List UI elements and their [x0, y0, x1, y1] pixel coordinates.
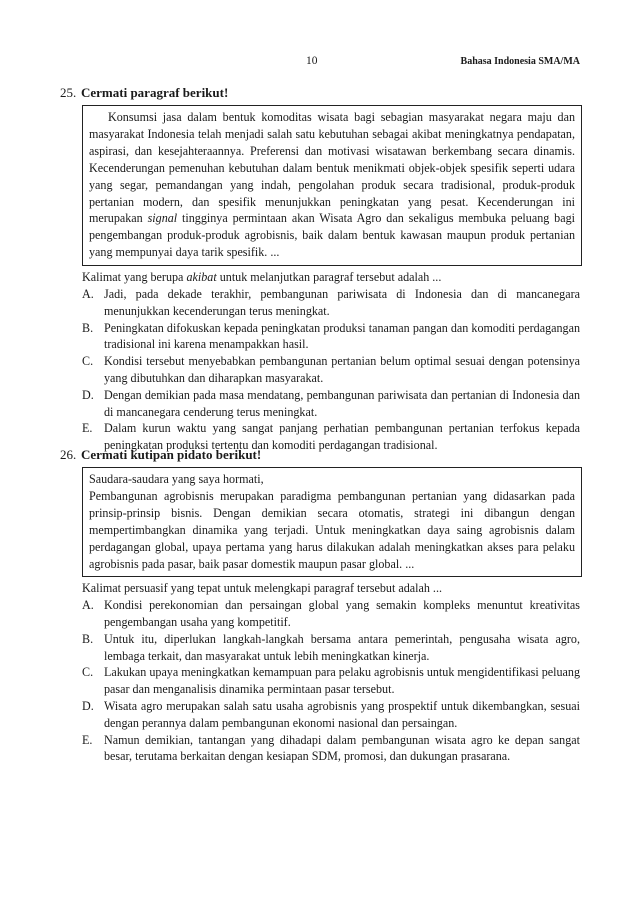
- question-prompt: Kalimat persuasif yang tepat untuk melengkapi paragraf tersebut adalah ...: [82, 581, 442, 596]
- options-list: [82, 286, 580, 454]
- prompt-before: Kalimat yang berupa: [82, 270, 184, 285]
- option-letter: C.: [82, 354, 94, 369]
- option-text: Dalam kurun waktu yang sangat panjang perhatian pembangunan pertanian terfokus kepada peningkatan produksi tertentu dan komoditi perdagangan tradisional.: [104, 421, 580, 453]
- option-a[interactable]: [82, 597, 580, 631]
- question-26: [60, 446, 580, 765]
- question-instruction: Cermati kutipan pidato berikut!: [81, 447, 262, 462]
- options-list: [82, 597, 580, 765]
- option-text: Kondisi tersebut menyebabkan pembangunan pertanian belum optimal sesuai dengan potensinya yang dibutuhkan dan diharapkan masyarakat.: [104, 354, 580, 385]
- speech-excerpt-box: [82, 467, 582, 577]
- option-d[interactable]: [82, 387, 580, 421]
- option-text: Namun demikian, tantangan yang dihadapi dalam pembangunan wisata agro ke depan sangat besar, terutama berkaitan dengan kesiapan SDM, promosi, dan dukungan prasarana.: [104, 732, 580, 764]
- passage-paragraph: [89, 109, 575, 261]
- option-letter: D.: [82, 387, 94, 402]
- option-letter: A.: [82, 286, 94, 301]
- option-letter: A.: [82, 598, 94, 613]
- prompt-italic: akibat: [186, 270, 217, 285]
- speech-greeting: Saudara-saudara yang saya hormati,: [89, 472, 264, 486]
- passage-text-part1: Konsumsi jasa dalam bentuk komoditas wisata bagi sebagian masyarakat negara maju dan masyarakat Indonesia telah menjadi salah satu kebutuhan sebagai akibat meningkatnya pendapatan, aspirasi, dan kesejahteraannya. Preferensi dan motivasi wisatawan berkembang secara dinamis. Kecenderungan pemenuhan kebutuhan dalam bentuk menikmati objek-objek spesifik seperti udara yang segar, pemandangan yang indah, pengolahan produk secara tradisional, produk-produk pertanian modern, dan spesifik menunjukkan peningkatan yang pesat. Kecenderungan ini merupakan: [89, 110, 575, 226]
- passage-text-part2: tingginya permintaan akan Wisata Agro dan sekaligus membuka peluang bagi pengembangan produk-produk agrobisnis, baik dalam bentuk kawasan maupun produk pertanian yang mempunyai daya tarik spesifik. ...: [89, 211, 575, 260]
- option-b[interactable]: [82, 631, 580, 665]
- question-25: [60, 84, 580, 454]
- option-text: Lakukan upaya meningkatkan kemampuan para pelaku agrobisnis untuk mengidentifikasi peluang pasar dan menganalisis dinamika permintaan pasar tersebut.: [104, 665, 580, 697]
- question-instruction: Cermati paragraf berikut!: [81, 85, 229, 100]
- passage-box: [82, 105, 582, 266]
- option-text: Wisata agro merupakan salah satu usaha agrobisnis yang prospektif untuk dikembangkan, sesuai dengan perannya dalam pembangunan ekonomi nasional dan persaingan.: [104, 699, 580, 730]
- option-c[interactable]: [82, 664, 580, 698]
- page-header: [0, 55, 638, 71]
- speech-body: Pembangunan agrobisnis merupakan paradigma pembangunan pertanian yang didasarkan pada prinsip-prinsip bisnis. Dengan demikian secara otomatis, strategi ini dibangun dengan mempertimbangkan dinamika yang terjadi. Untuk meningkatkan daya saing agrobisnis dalam perdagangan global, upaya pertama yang harus dilakukan adalah meningkatkan akses para pelaku agrobisnis pada pasar, baik pasar domestik maupun pasar global. ...: [89, 488, 575, 571]
- option-letter: B.: [82, 631, 94, 646]
- prompt-after: untuk melanjutkan paragraf tersebut adalah ...: [219, 270, 442, 285]
- question-heading: [60, 84, 580, 101]
- question-prompt: [82, 269, 580, 286]
- option-b[interactable]: [82, 320, 580, 354]
- option-text: Peningkatan difokuskan kepada peningkatan produksi tanaman pangan dan komoditi perdagangan tradisional ini karena menampakkan hasil.: [104, 320, 580, 352]
- question-number: 25.: [60, 85, 77, 100]
- option-d[interactable]: [82, 698, 580, 732]
- page-number: 10: [306, 55, 318, 67]
- option-text: Untuk itu, diperlukan langkah-langkah bersama antara pemerintah, pengusaha wisata agro, lembaga terkait, dan masyarakat untuk lebih meningkatkan kinerja.: [104, 631, 580, 663]
- book-title: Bahasa Indonesia SMA/MA: [460, 56, 580, 67]
- option-letter: D.: [82, 699, 94, 714]
- option-letter: C.: [82, 665, 94, 680]
- option-text: Jadi, pada dekade terakhir, pembangunan pariwisata di Indonesia dan di mancanegara menunjukkan kecenderungan terus meningkat.: [104, 286, 580, 318]
- question-heading: [60, 446, 580, 463]
- option-text: Kondisi perekonomian dan persaingan global yang semakin kompleks menuntut kreativitas pengembangan usaha yang kompetitif.: [104, 598, 580, 630]
- option-e[interactable]: [82, 732, 580, 766]
- option-letter: E.: [82, 732, 93, 747]
- option-a[interactable]: [82, 286, 580, 320]
- option-c[interactable]: [82, 353, 580, 387]
- option-letter: E.: [82, 421, 93, 436]
- question-number: 26.: [60, 447, 77, 462]
- passage-italic-word: signal: [147, 211, 178, 226]
- option-letter: B.: [82, 320, 94, 335]
- option-text: Dengan demikian pada masa mendatang, pembangunan pariwisata dan pertanian di Indonesia dan di mancanegara cenderung terus meningkat.: [104, 387, 580, 419]
